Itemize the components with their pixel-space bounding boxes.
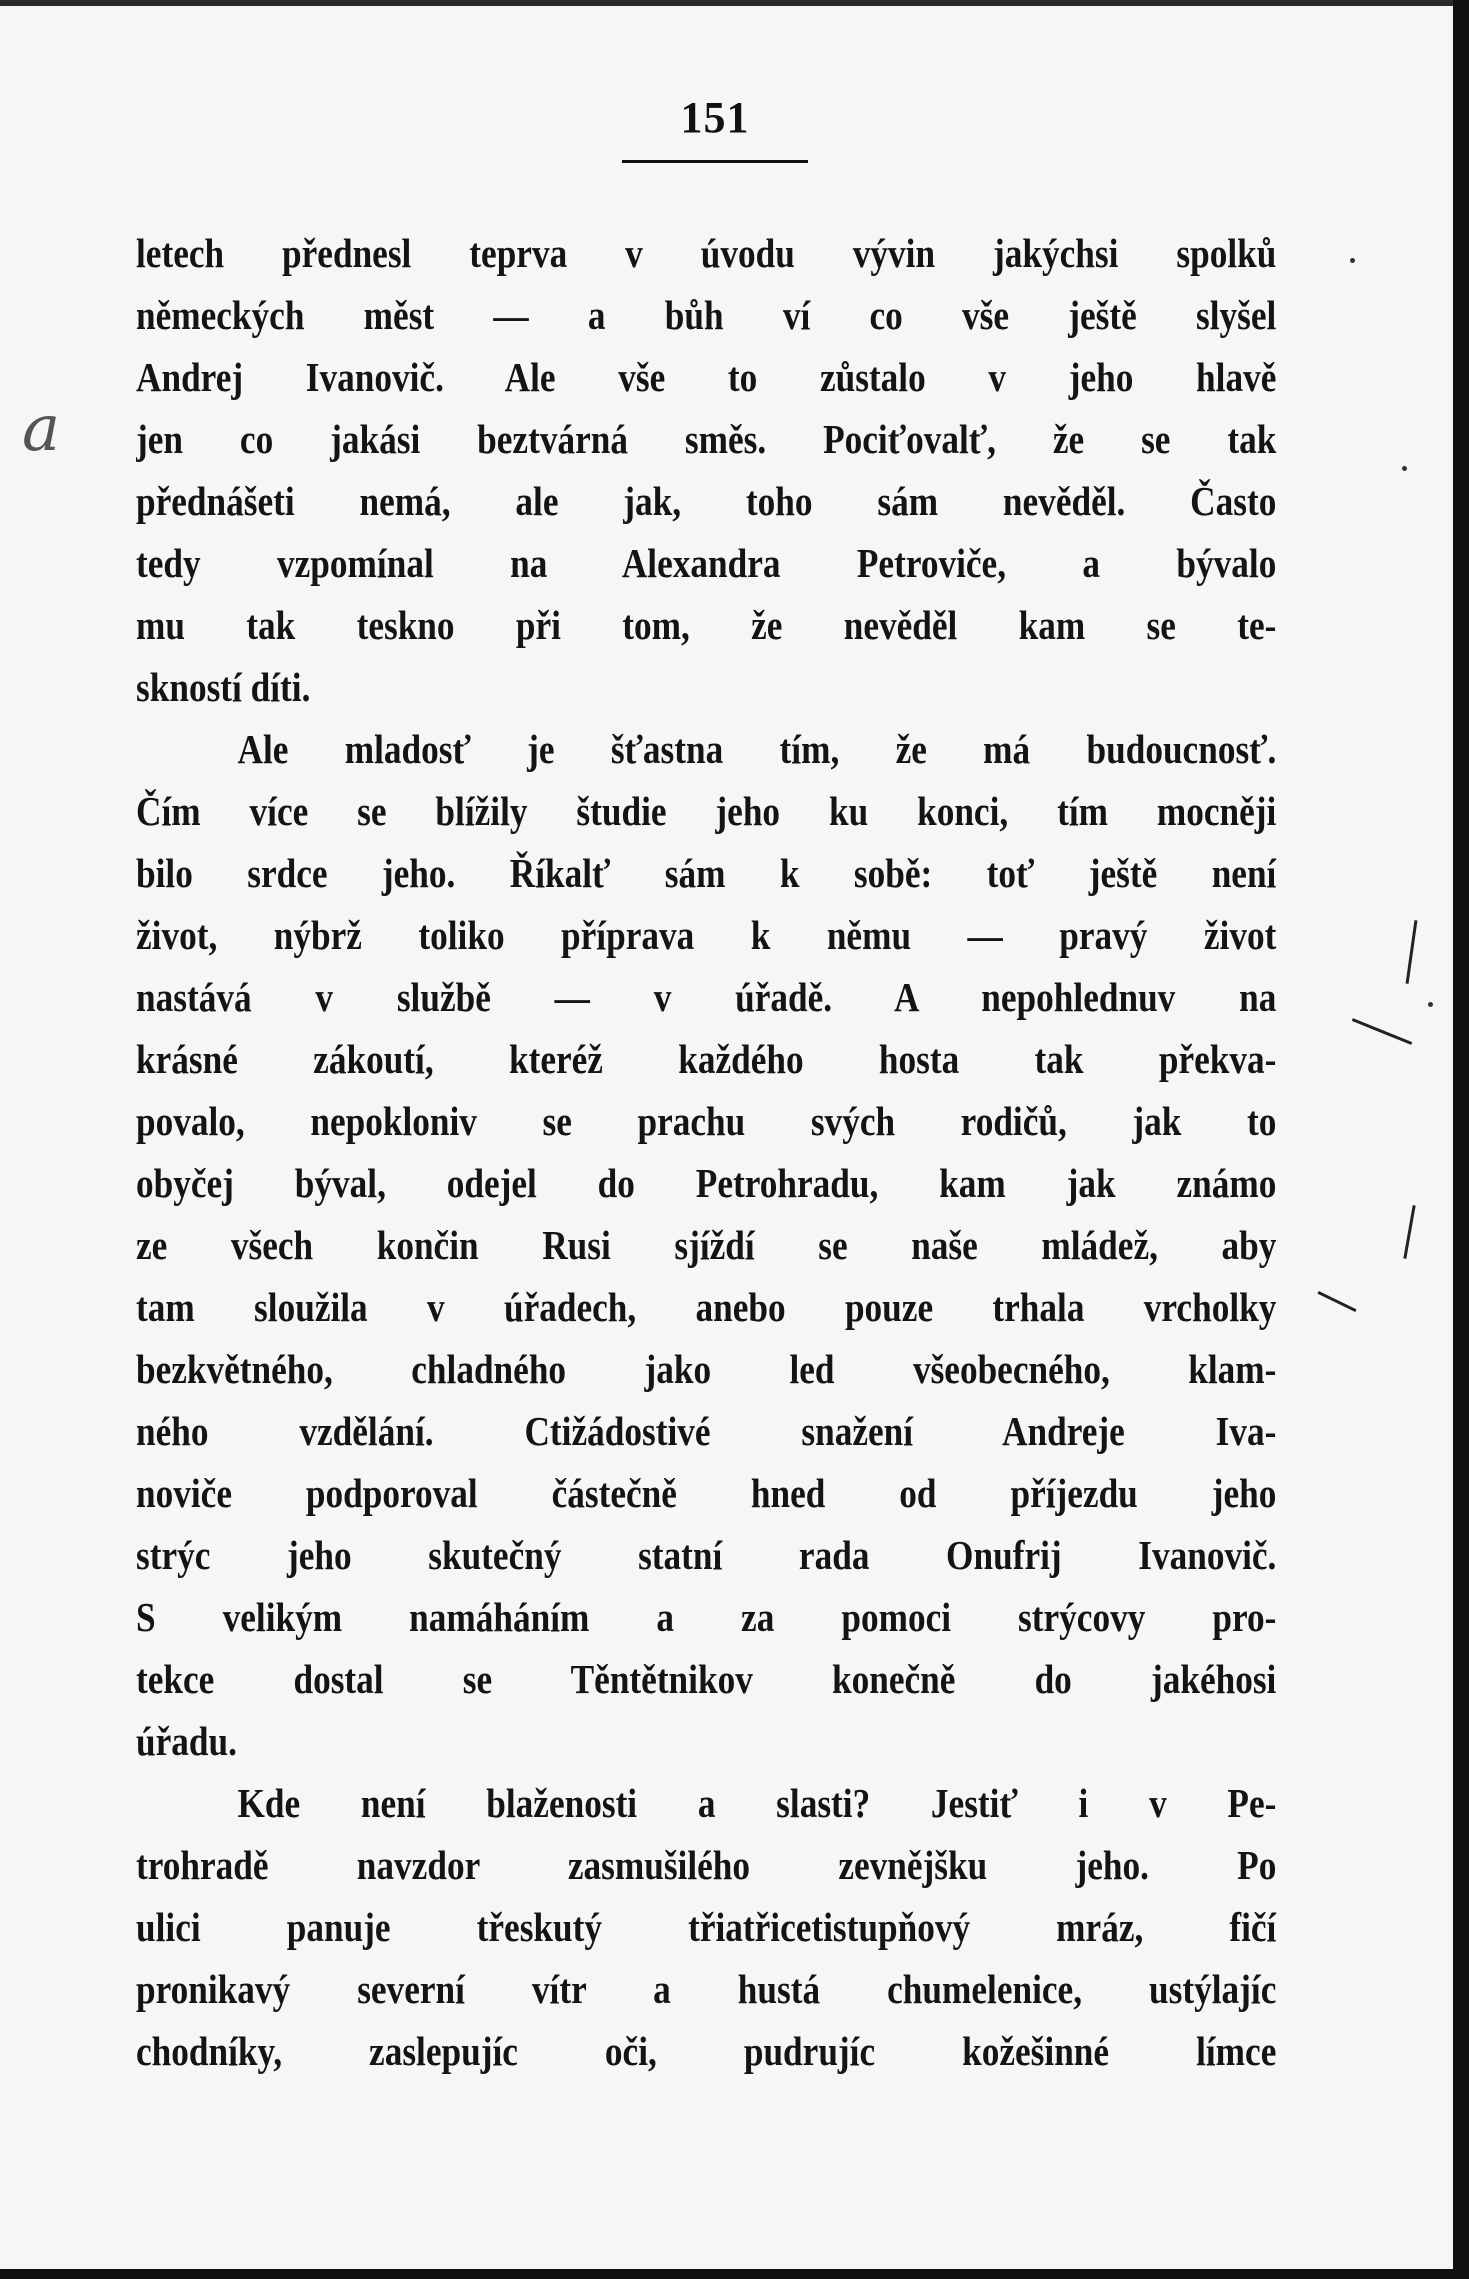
- text-line: tekce dostal se Těntětnikov konečně do jakéhosi: [136, 1656, 1277, 1702]
- text-line: přednášeti nemá, ale jak, toho sám nevěděl. Často: [136, 478, 1277, 524]
- margin-pencil-mark: [1317, 1291, 1356, 1312]
- text-line: obyčej býval, odejel do Petrohradu, kam jak známo: [136, 1160, 1277, 1206]
- text-line: Čím více se blížily študie jeho ku konci, tím mocněji: [136, 788, 1277, 834]
- text-line: úřadu.: [136, 1718, 237, 1764]
- text-line: Kde není blaženosti a slasti? Jestiť i v Pe-: [237, 1780, 1277, 1826]
- text-line: život, nýbrž toliko příprava k němu — pravý život: [136, 912, 1277, 958]
- text-line: Ale mladosť je šťastna tím, že má budoucnosť.: [237, 726, 1277, 772]
- text-line: trohradě navzdor zasmušilého zevnějšku jeho. Po: [136, 1842, 1277, 1888]
- paper-speck: [1428, 1002, 1433, 1007]
- paper-speck: [1350, 258, 1355, 263]
- page-number-rule: [622, 160, 808, 163]
- text-line: tam sloužila v úřadech, anebo pouze trhala vrcholky: [136, 1284, 1277, 1330]
- text-line: ného vzdělání. Ctižádostivé snažení Andreje Iva-: [136, 1408, 1277, 1454]
- text-line: nastává v službě — v úřadě. A nepohlednuv na: [136, 974, 1277, 1020]
- text-line: krásné zákoutí, kteréž každého hosta tak překva-: [136, 1036, 1277, 1082]
- text-line: S velikým namáháním a za pomoci strýcovy pro-: [136, 1594, 1277, 1640]
- margin-note: a: [22, 392, 61, 466]
- margin-pencil-mark: [1406, 920, 1418, 984]
- text-line: skností díti.: [136, 664, 311, 710]
- text-line: ulici panuje třeskutý třiatřicetistupňový mráz, fičí: [136, 1904, 1277, 1950]
- text-line: tedy vzpomínal na Alexandra Petroviče, a bývalo: [136, 540, 1277, 586]
- text-line: chodníky, zaslepujíc oči, pudrujíc kožešinné límce: [136, 2028, 1277, 2074]
- text-line: mu tak teskno při tom, že nevěděl kam se te-: [136, 602, 1277, 648]
- scan-border-right: [1453, 0, 1469, 2279]
- text-line: povalo, nepokloniv se prachu svých rodičů, jak to: [136, 1098, 1277, 1144]
- text-line: pronikavý severní vítr a hustá chumelenice, ustýlajíc: [136, 1966, 1277, 2012]
- text-line: letech přednesl teprva v úvodu vývin jakýchsi spolků: [136, 230, 1277, 276]
- page-number: 151: [680, 93, 750, 142]
- text-line: jen co jakási beztvárná směs. Pociťovalť, že se tak: [136, 416, 1277, 462]
- text-line: strýc jeho skutečný statní rada Onufrij Ivanovič.: [136, 1532, 1277, 1578]
- margin-pencil-mark: [1403, 1205, 1415, 1259]
- paper-speck: [1402, 466, 1407, 471]
- scan-border-top: [0, 0, 1469, 6]
- text-line: bezkvětného, chladného jako led všeobecného, klam-: [136, 1346, 1277, 1392]
- margin-pencil-mark: [1352, 1018, 1412, 1045]
- text-line: ze všech končin Rusi sjíždí se naše mládež, aby: [136, 1222, 1277, 1268]
- text-line: bilo srdce jeho. Říkalť sám k sobě: toť ještě není: [136, 850, 1277, 896]
- scan-border-bottom: [0, 2269, 1469, 2279]
- text-line: Andrej Ivanovič. Ale vše to zůstalo v jeho hlavě: [136, 354, 1277, 400]
- text-line: německých měst — a bůh ví co vše ještě slyšel: [136, 292, 1277, 338]
- text-line: noviče podporoval částečně hned od příjezdu jeho: [136, 1470, 1277, 1516]
- body-text: [136, 222, 1276, 2082]
